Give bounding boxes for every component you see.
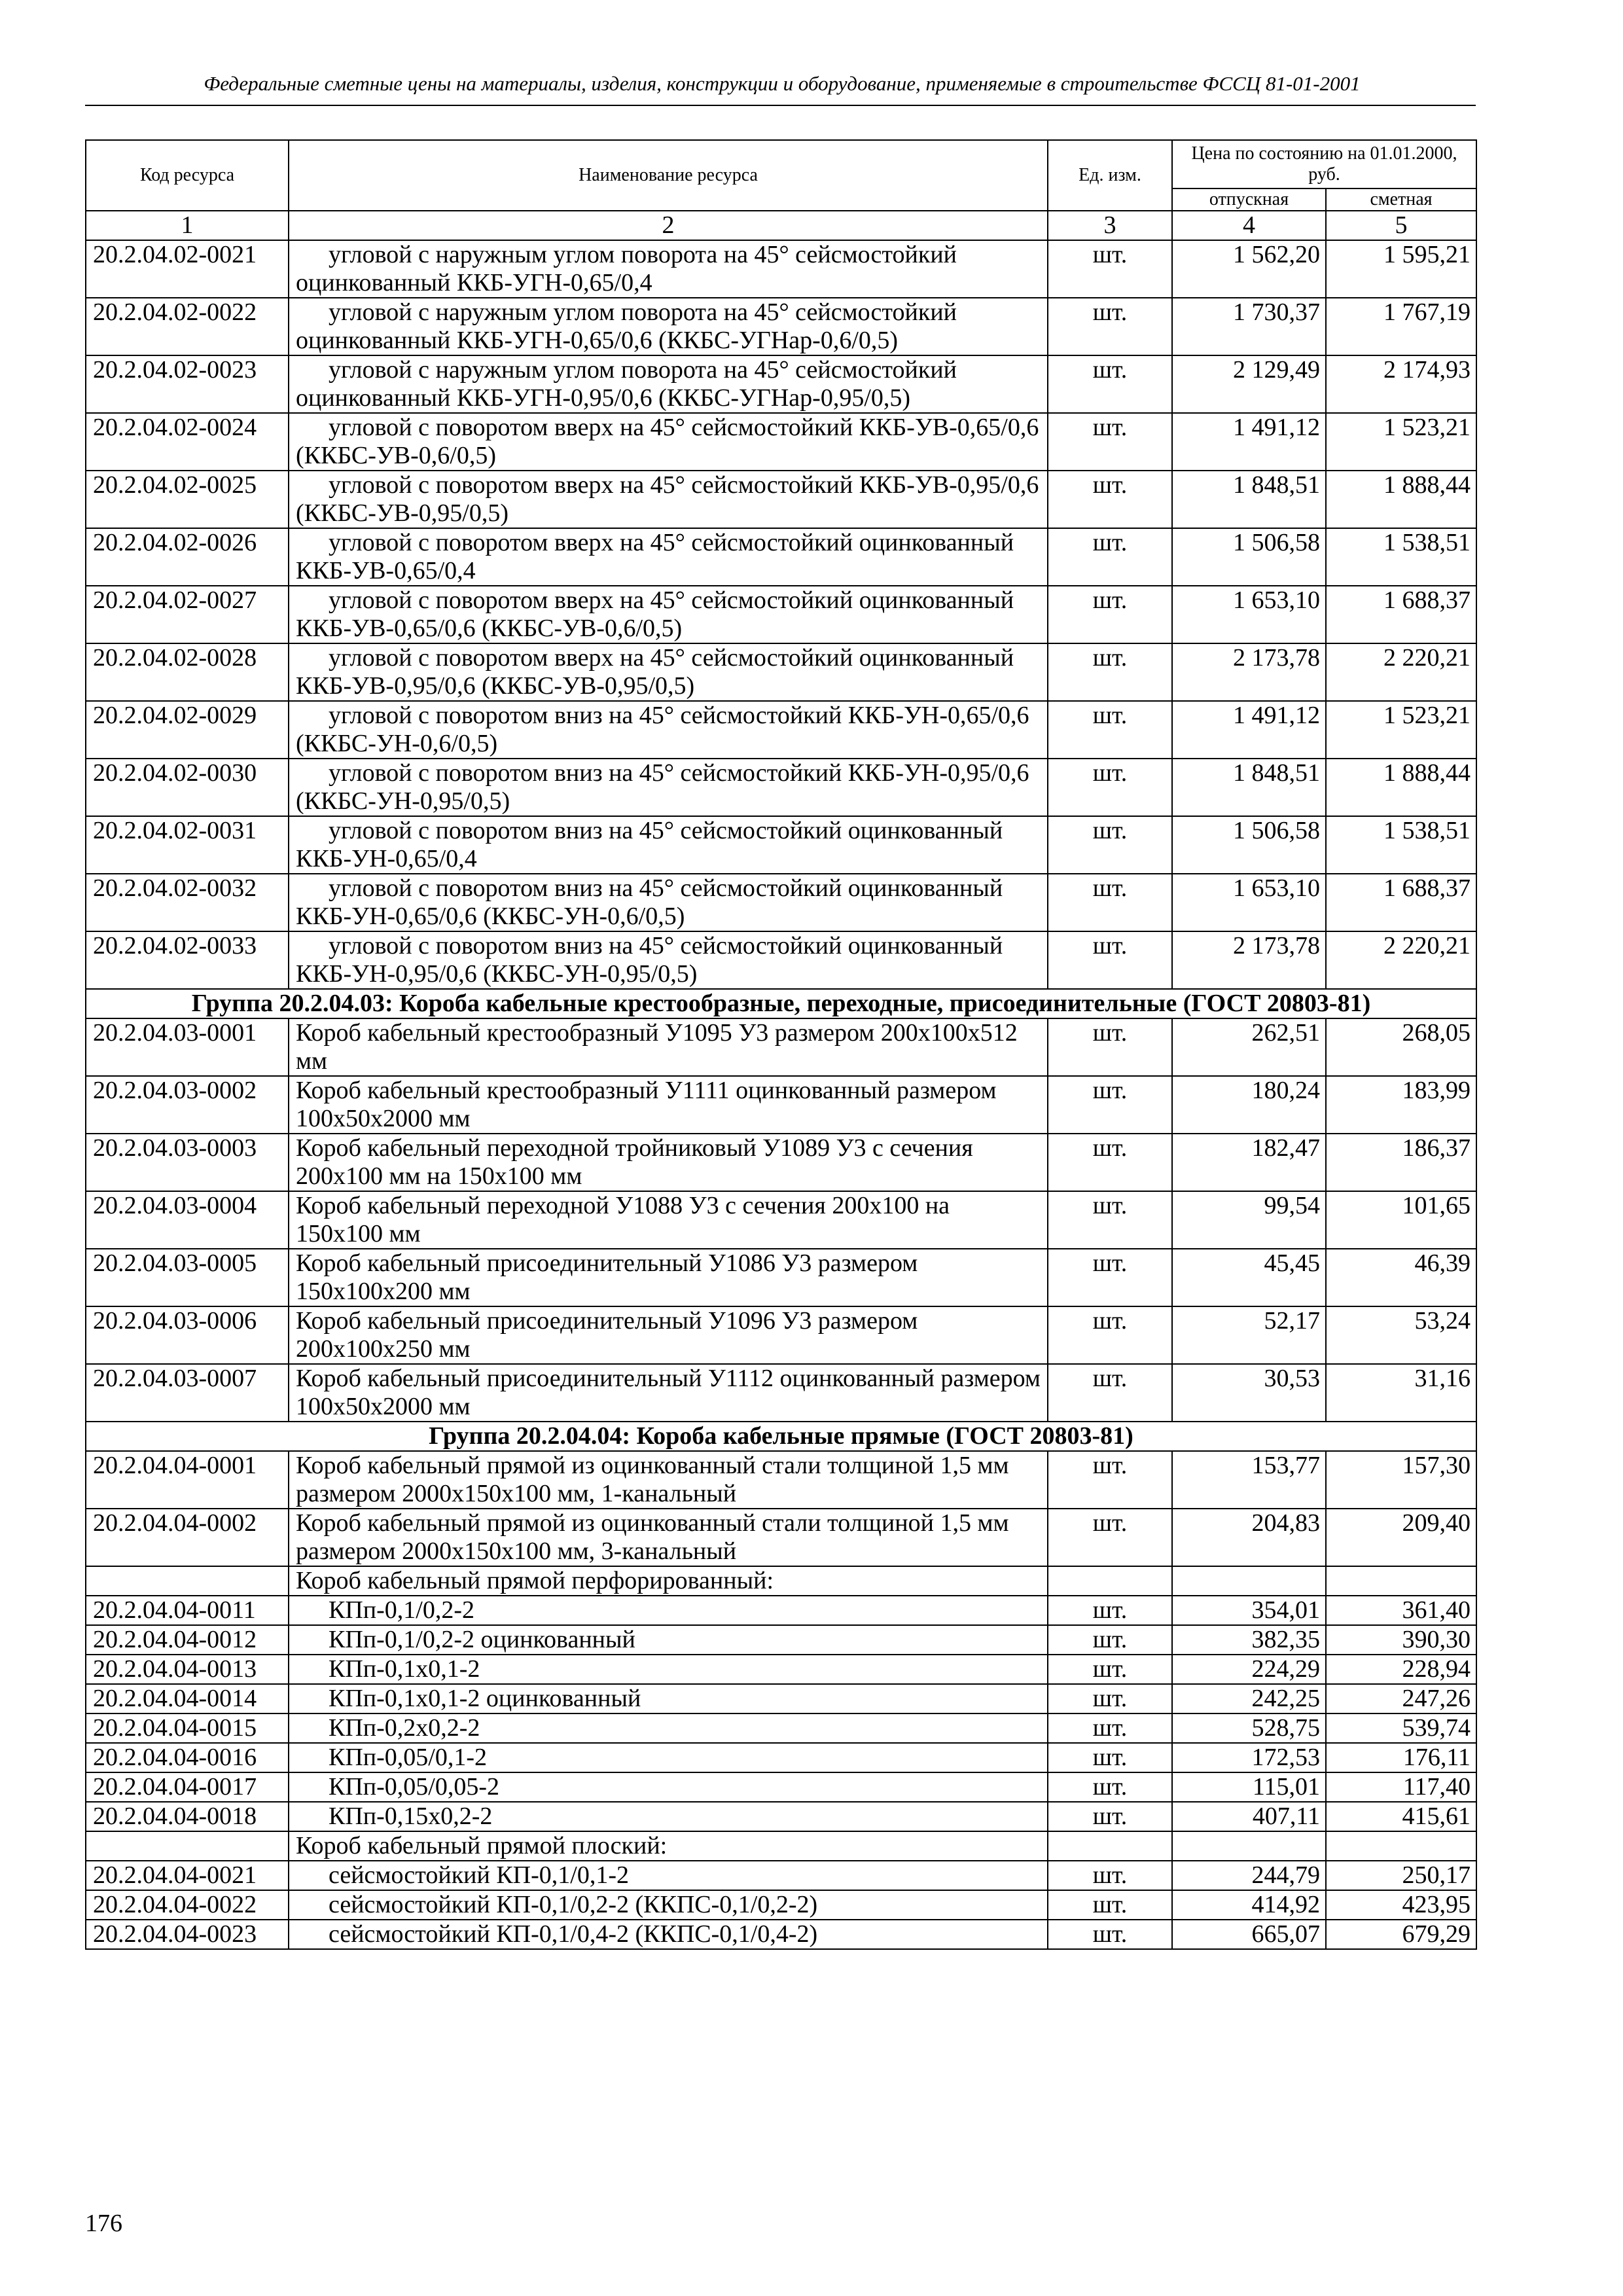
resource-code: 20.2.04.02-0025 [86,471,289,528]
unit-cell: шт. [1048,1018,1172,1076]
resource-code: 20.2.04.04-0016 [86,1743,289,1772]
unit-cell: шт. [1048,528,1172,586]
resource-name: КПп-0,2х0,2-2 [289,1713,1048,1743]
resource-name: угловой с поворотом вверх на 45° сейсмостойкий ККБ-УВ-0,95/0,6 (ККБС-УВ-0,95/0,5) [289,471,1048,528]
resource-name: КПп-0,1х0,1-2 оцинкованный [289,1684,1048,1713]
group-heading: Группа 20.2.04.04: Короба кабельные прямые (ГОСТ 20803-81) [86,1422,1476,1451]
release-price: 115,01 [1172,1772,1326,1802]
header-price: Цена по состоянию на 01.01.2000, руб. [1172,140,1476,188]
empty-cell [1048,1831,1172,1861]
unit-cell: шт. [1048,1920,1172,1949]
unit-cell: шт. [1048,1306,1172,1364]
unit-cell: шт. [1048,759,1172,816]
unit-cell: шт. [1048,355,1172,413]
resource-code: 20.2.04.02-0033 [86,931,289,989]
unit-cell: шт. [1048,298,1172,355]
unit-cell: шт. [1048,1451,1172,1509]
resource-code: 20.2.04.02-0027 [86,586,289,643]
resource-name: сейсмостойкий КП-0,1/0,4-2 (ККПС-0,1/0,4-2) [289,1920,1048,1949]
release-price: 2 173,78 [1172,643,1326,701]
resource-name: Короб кабельный крестообразный У1095 У3 размером 200х100х512 мм [289,1018,1048,1076]
release-price: 1 506,58 [1172,528,1326,586]
subheading-row [86,1566,1476,1596]
table-row [86,1018,1476,1076]
table-row [86,298,1476,355]
table-row [86,1890,1476,1920]
table-row [86,1451,1476,1509]
table-row [86,1861,1476,1890]
estimate-price: 183,99 [1326,1076,1476,1134]
resource-code: 20.2.04.02-0024 [86,413,289,471]
release-price: 1 562,20 [1172,240,1326,298]
release-price: 153,77 [1172,1451,1326,1509]
resource-code: 20.2.04.04-0014 [86,1684,289,1713]
estimate-price: 423,95 [1326,1890,1476,1920]
release-price: 1 653,10 [1172,586,1326,643]
resource-name: угловой с поворотом вниз на 45° сейсмостойкий ККБ-УН-0,65/0,6 (ККБС-УН-0,6/0,5) [289,701,1048,759]
estimate-price: 117,40 [1326,1772,1476,1802]
header-unit: Ед. изм. [1048,140,1172,211]
resource-name: угловой с наружным углом поворота на 45° сейсмостойкий оцинкованный ККБ-УГН-0,65/0,4 [289,240,1048,298]
table-row [86,1655,1476,1684]
release-price: 99,54 [1172,1191,1326,1249]
subheading-row [86,1831,1476,1861]
table-row [86,586,1476,643]
resource-code: 20.2.04.03-0007 [86,1364,289,1422]
col-number: 1 [86,211,289,240]
table-row [86,1684,1476,1713]
resource-code: 20.2.04.04-0015 [86,1713,289,1743]
empty-cell [1172,1831,1326,1861]
estimate-price: 157,30 [1326,1451,1476,1509]
estimate-price: 1 523,21 [1326,413,1476,471]
resource-code: 20.2.04.04-0001 [86,1451,289,1509]
resource-name: Короб кабельный присоединительный У1112 оцинкованный размером 100х50х2000 мм [289,1364,1048,1422]
estimate-price: 361,40 [1326,1596,1476,1625]
estimate-price: 1 888,44 [1326,759,1476,816]
unit-cell: шт. [1048,1772,1172,1802]
resource-code: 20.2.04.02-0029 [86,701,289,759]
resource-name: угловой с поворотом вверх на 45° сейсмостойкий оцинкованный ККБ-УВ-0,95/0,6 (ККБС-УВ-0,95/0,5) [289,643,1048,701]
resource-name: КПп-0,05/0,05-2 [289,1772,1048,1802]
unit-cell: шт. [1048,413,1172,471]
table-row [86,1625,1476,1655]
unit-cell: шт. [1048,816,1172,874]
release-price: 262,51 [1172,1018,1326,1076]
release-price: 1 848,51 [1172,471,1326,528]
table-row [86,1772,1476,1802]
release-price: 244,79 [1172,1861,1326,1890]
resource-name: КПп-0,1х0,1-2 [289,1655,1048,1684]
unit-cell: шт. [1048,1684,1172,1713]
unit-cell: шт. [1048,643,1172,701]
resource-name: Короб кабельный крестообразный У1111 оцинкованный размером 100х50х2000 мм [289,1076,1048,1134]
estimate-price: 247,26 [1326,1684,1476,1713]
resource-name: сейсмостойкий КП-0,1/0,2-2 (ККПС-0,1/0,2-2) [289,1890,1048,1920]
estimate-price: 679,29 [1326,1920,1476,1949]
resource-code: 20.2.04.03-0003 [86,1134,289,1191]
resource-name: Короб кабельный прямой из оцинкованный стали толщиной 1,5 мм размером 2000х150х100 мм, 3-канальный [289,1509,1048,1566]
estimate-price: 268,05 [1326,1018,1476,1076]
unit-cell: шт. [1048,1364,1172,1422]
table-row [86,701,1476,759]
group-heading-row [86,989,1476,1018]
table-row [86,1596,1476,1625]
col-number: 4 [1172,211,1326,240]
resource-name: угловой с поворотом вверх на 45° сейсмостойкий ККБ-УВ-0,65/0,6 (ККБС-УВ-0,6/0,5) [289,413,1048,471]
resource-code: 20.2.04.03-0002 [86,1076,289,1134]
resource-name: Короб кабельный переходной тройниковый У1089 У3 с сечения 200х100 мм на 150х100 мм [289,1134,1048,1191]
table-row [86,1743,1476,1772]
price-table [85,139,1477,1950]
estimate-price: 390,30 [1326,1625,1476,1655]
release-price: 2 129,49 [1172,355,1326,413]
header-estimate: сметная [1326,188,1476,211]
unit-cell: шт. [1048,1861,1172,1890]
unit-cell: шт. [1048,1134,1172,1191]
page-number: 176 [85,2210,122,2237]
resource-code: 20.2.04.04-0012 [86,1625,289,1655]
release-price: 354,01 [1172,1596,1326,1625]
resource-name: угловой с поворотом вверх на 45° сейсмостойкий оцинкованный ККБ-УВ-0,65/0,6 (ККБС-УВ-0,6/0,5) [289,586,1048,643]
resource-code: 20.2.04.02-0032 [86,874,289,931]
column-number-row [86,211,1476,240]
estimate-price: 176,11 [1326,1743,1476,1772]
unit-cell: шт. [1048,1625,1172,1655]
resource-name: Короб кабельный присоединительный У1086 У3 размером 150х100х200 мм [289,1249,1048,1306]
empty-cell [1048,1566,1172,1596]
estimate-price: 46,39 [1326,1249,1476,1306]
release-price: 1 506,58 [1172,816,1326,874]
unit-cell: шт. [1048,240,1172,298]
resource-code: 20.2.04.02-0030 [86,759,289,816]
estimate-price: 186,37 [1326,1134,1476,1191]
estimate-price: 101,65 [1326,1191,1476,1249]
release-price: 1 848,51 [1172,759,1326,816]
release-price: 204,83 [1172,1509,1326,1566]
col-number: 3 [1048,211,1172,240]
estimate-price: 31,16 [1326,1364,1476,1422]
resource-code: 20.2.04.04-0021 [86,1861,289,1890]
unit-cell: шт. [1048,586,1172,643]
empty-cell [1172,1566,1326,1596]
resource-code: 20.2.04.03-0006 [86,1306,289,1364]
resource-code: 20.2.04.03-0005 [86,1249,289,1306]
estimate-price: 250,17 [1326,1861,1476,1890]
resource-code: 20.2.04.04-0023 [86,1920,289,1949]
release-price: 407,11 [1172,1802,1326,1831]
table-row [86,931,1476,989]
unit-cell: шт. [1048,1191,1172,1249]
estimate-price: 1 523,21 [1326,701,1476,759]
header-release: отпускная [1172,188,1326,211]
release-price: 1 653,10 [1172,874,1326,931]
resource-code: 20.2.04.02-0028 [86,643,289,701]
release-price: 1 491,12 [1172,413,1326,471]
unit-cell: шт. [1048,1743,1172,1772]
release-price: 30,53 [1172,1364,1326,1422]
table-row [86,1364,1476,1422]
resource-name: КПп-0,15х0,2-2 [289,1802,1048,1831]
release-price: 45,45 [1172,1249,1326,1306]
unit-cell: шт. [1048,1076,1172,1134]
estimate-price: 1 538,51 [1326,528,1476,586]
estimate-price: 1 595,21 [1326,240,1476,298]
estimate-price: 209,40 [1326,1509,1476,1566]
release-price: 180,24 [1172,1076,1326,1134]
resource-name: угловой с наружным углом поворота на 45° сейсмостойкий оцинкованный ККБ-УГН-0,65/0,6 (ККБС-УГНар-0,6/0,5) [289,298,1048,355]
empty-cell [86,1831,289,1861]
subheading: Короб кабельный прямой плоский: [289,1831,1048,1861]
table-row [86,643,1476,701]
resource-code: 20.2.04.04-0002 [86,1509,289,1566]
estimate-price: 1 538,51 [1326,816,1476,874]
estimate-price: 1 688,37 [1326,874,1476,931]
resource-name: угловой с наружным углом поворота на 45° сейсмостойкий оцинкованный ККБ-УГН-0,95/0,6 (ККБС-УГНар-0,95/0,5) [289,355,1048,413]
table-row [86,413,1476,471]
resource-name: угловой с поворотом вниз на 45° сейсмостойкий ККБ-УН-0,95/0,6 (ККБС-УН-0,95/0,5) [289,759,1048,816]
unit-cell: шт. [1048,931,1172,989]
unit-cell: шт. [1048,1596,1172,1625]
estimate-price: 1 688,37 [1326,586,1476,643]
table-row [86,1134,1476,1191]
unit-cell: шт. [1048,701,1172,759]
table-row [86,816,1476,874]
unit-cell: шт. [1048,471,1172,528]
resource-code: 20.2.04.02-0026 [86,528,289,586]
unit-cell: шт. [1048,1249,1172,1306]
unit-cell: шт. [1048,1713,1172,1743]
resource-name: угловой с поворотом вниз на 45° сейсмостойкий оцинкованный ККБ-УН-0,65/0,6 (ККБС-УН-0,6/0,5) [289,874,1048,931]
empty-cell [86,1566,289,1596]
resource-code: 20.2.04.02-0022 [86,298,289,355]
resource-name: КПп-0,1/0,2-2 оцинкованный [289,1625,1048,1655]
table-row [86,874,1476,931]
estimate-price: 1 767,19 [1326,298,1476,355]
resource-code: 20.2.04.04-0022 [86,1890,289,1920]
resource-name: угловой с поворотом вниз на 45° сейсмостойкий оцинкованный ККБ-УН-0,95/0,6 (ККБС-УН-0,95/0,5) [289,931,1048,989]
estimate-price: 415,61 [1326,1802,1476,1831]
unit-cell: шт. [1048,1655,1172,1684]
estimate-price: 539,74 [1326,1713,1476,1743]
estimate-price: 1 888,44 [1326,471,1476,528]
resource-code: 20.2.04.03-0001 [86,1018,289,1076]
release-price: 1 491,12 [1172,701,1326,759]
table-row [86,1713,1476,1743]
subheading: Короб кабельный прямой перфорированный: [289,1566,1048,1596]
release-price: 665,07 [1172,1920,1326,1949]
table-row [86,1306,1476,1364]
table-row [86,1802,1476,1831]
estimate-price: 228,94 [1326,1655,1476,1684]
empty-cell [1326,1831,1476,1861]
estimate-price: 2 220,21 [1326,643,1476,701]
table-row [86,355,1476,413]
estimate-price: 53,24 [1326,1306,1476,1364]
header-code: Код ресурса [86,140,289,211]
release-price: 224,29 [1172,1655,1326,1684]
release-price: 528,75 [1172,1713,1326,1743]
table-row [86,471,1476,528]
resource-code: 20.2.04.04-0011 [86,1596,289,1625]
table-row [86,1249,1476,1306]
release-price: 414,92 [1172,1890,1326,1920]
resource-name: угловой с поворотом вверх на 45° сейсмостойкий оцинкованный ККБ-УВ-0,65/0,4 [289,528,1048,586]
resource-code: 20.2.04.03-0004 [86,1191,289,1249]
unit-cell: шт. [1048,1802,1172,1831]
resource-code: 20.2.04.04-0013 [86,1655,289,1684]
resource-code: 20.2.04.04-0017 [86,1772,289,1802]
estimate-price: 2 220,21 [1326,931,1476,989]
release-price: 52,17 [1172,1306,1326,1364]
release-price: 2 173,78 [1172,931,1326,989]
table-row [86,759,1476,816]
table-row [86,528,1476,586]
resource-name: КПп-0,1/0,2-2 [289,1596,1048,1625]
col-number: 2 [289,211,1048,240]
resource-code: 20.2.04.04-0018 [86,1802,289,1831]
resource-name: Короб кабельный присоединительный У1096 У3 размером 200х100х250 мм [289,1306,1048,1364]
empty-cell [1326,1566,1476,1596]
release-price: 182,47 [1172,1134,1326,1191]
resource-code: 20.2.04.02-0021 [86,240,289,298]
unit-cell: шт. [1048,1509,1172,1566]
table-row [86,1509,1476,1566]
table-row [86,1076,1476,1134]
header-rule [85,105,1476,106]
estimate-price: 2 174,93 [1326,355,1476,413]
resource-code: 20.2.04.02-0023 [86,355,289,413]
resource-name: сейсмостойкий КП-0,1/0,1-2 [289,1861,1048,1890]
table-row [86,240,1476,298]
release-price: 382,35 [1172,1625,1326,1655]
group-heading-row [86,1422,1476,1451]
release-price: 242,25 [1172,1684,1326,1713]
resource-code: 20.2.04.02-0031 [86,816,289,874]
resource-name: Короб кабельный прямой из оцинкованный стали толщиной 1,5 мм размером 2000х150х100 мм, 1-канальный [289,1451,1048,1509]
release-price: 172,53 [1172,1743,1326,1772]
release-price: 1 730,37 [1172,298,1326,355]
page-header: Федеральные сметные цены на материалы, изделия, конструкции и оборудование, применяемые в строительстве ФССЦ 81-01-2001 [204,72,1361,95]
table-row [86,1920,1476,1949]
unit-cell: шт. [1048,1890,1172,1920]
resource-name: угловой с поворотом вниз на 45° сейсмостойкий оцинкованный ККБ-УН-0,65/0,4 [289,816,1048,874]
resource-name: КПп-0,05/0,1-2 [289,1743,1048,1772]
group-heading: Группа 20.2.04.03: Короба кабельные крестообразные, переходные, присоединительные (ГОСТ 20803-81) [86,989,1476,1018]
header-name: Наименование ресурса [289,140,1048,211]
unit-cell: шт. [1048,874,1172,931]
resource-name: Короб кабельный переходной У1088 У3 с сечения 200х100 на 150х100 мм [289,1191,1048,1249]
table-row [86,1191,1476,1249]
col-number: 5 [1326,211,1476,240]
